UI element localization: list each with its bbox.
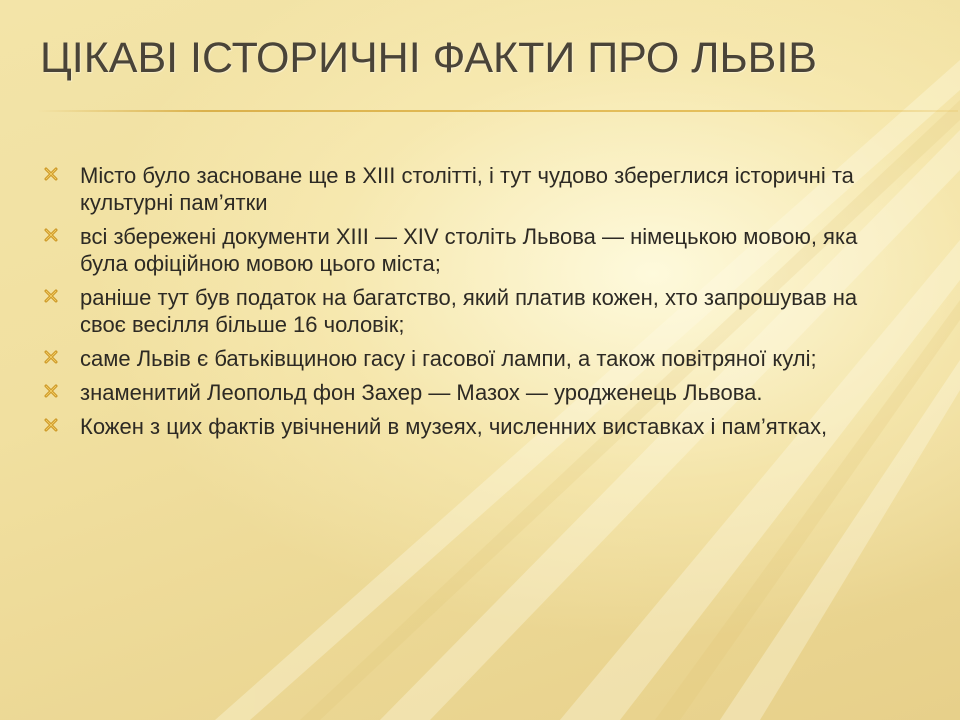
bullet-text: саме Львів є батьківщиною гасу і гасової лампи, а також повітряної кулі; xyxy=(80,346,817,371)
bullet-text: всі збережені документи XIII — XIV століть Львова — німецькою мовою, яка була офіційною мовою цього міста; xyxy=(80,224,858,276)
bullet-item xyxy=(38,223,898,277)
cross-bullet-icon xyxy=(44,289,58,303)
cross-bullet-icon xyxy=(44,167,58,181)
cross-bullet-icon xyxy=(44,384,58,398)
bullet-text: Кожен з цих фактів увічнений в музеях, численних виставках і пам’ятках, xyxy=(80,414,828,439)
slide-content xyxy=(38,162,898,447)
bullet-item xyxy=(38,284,898,338)
bullet-item xyxy=(38,379,898,406)
cross-bullet-icon xyxy=(44,350,58,364)
bullet-text: раніше тут був податок на багатство, який платив кожен, хто запрошував на своє весілля більше 16 чоловік; xyxy=(80,285,858,337)
title-divider xyxy=(38,110,958,112)
bullet-item xyxy=(38,162,898,216)
slide-title: ЦІКАВІ ІСТОРИЧНІ ФАКТИ ПРО ЛЬВІВ xyxy=(40,34,817,82)
bullet-text: знаменитий Леопольд фон Захер — Мазох — уродженець Львова. xyxy=(80,380,763,405)
bullet-item xyxy=(38,413,898,440)
bullet-list xyxy=(38,162,898,440)
cross-bullet-icon xyxy=(44,228,58,242)
bullet-item xyxy=(38,345,898,372)
cross-bullet-icon xyxy=(44,418,58,432)
bullet-text: Місто було засноване ще в XIII столітті, і тут чудово збереглися історичні та культурні пам’ятки xyxy=(80,163,854,215)
